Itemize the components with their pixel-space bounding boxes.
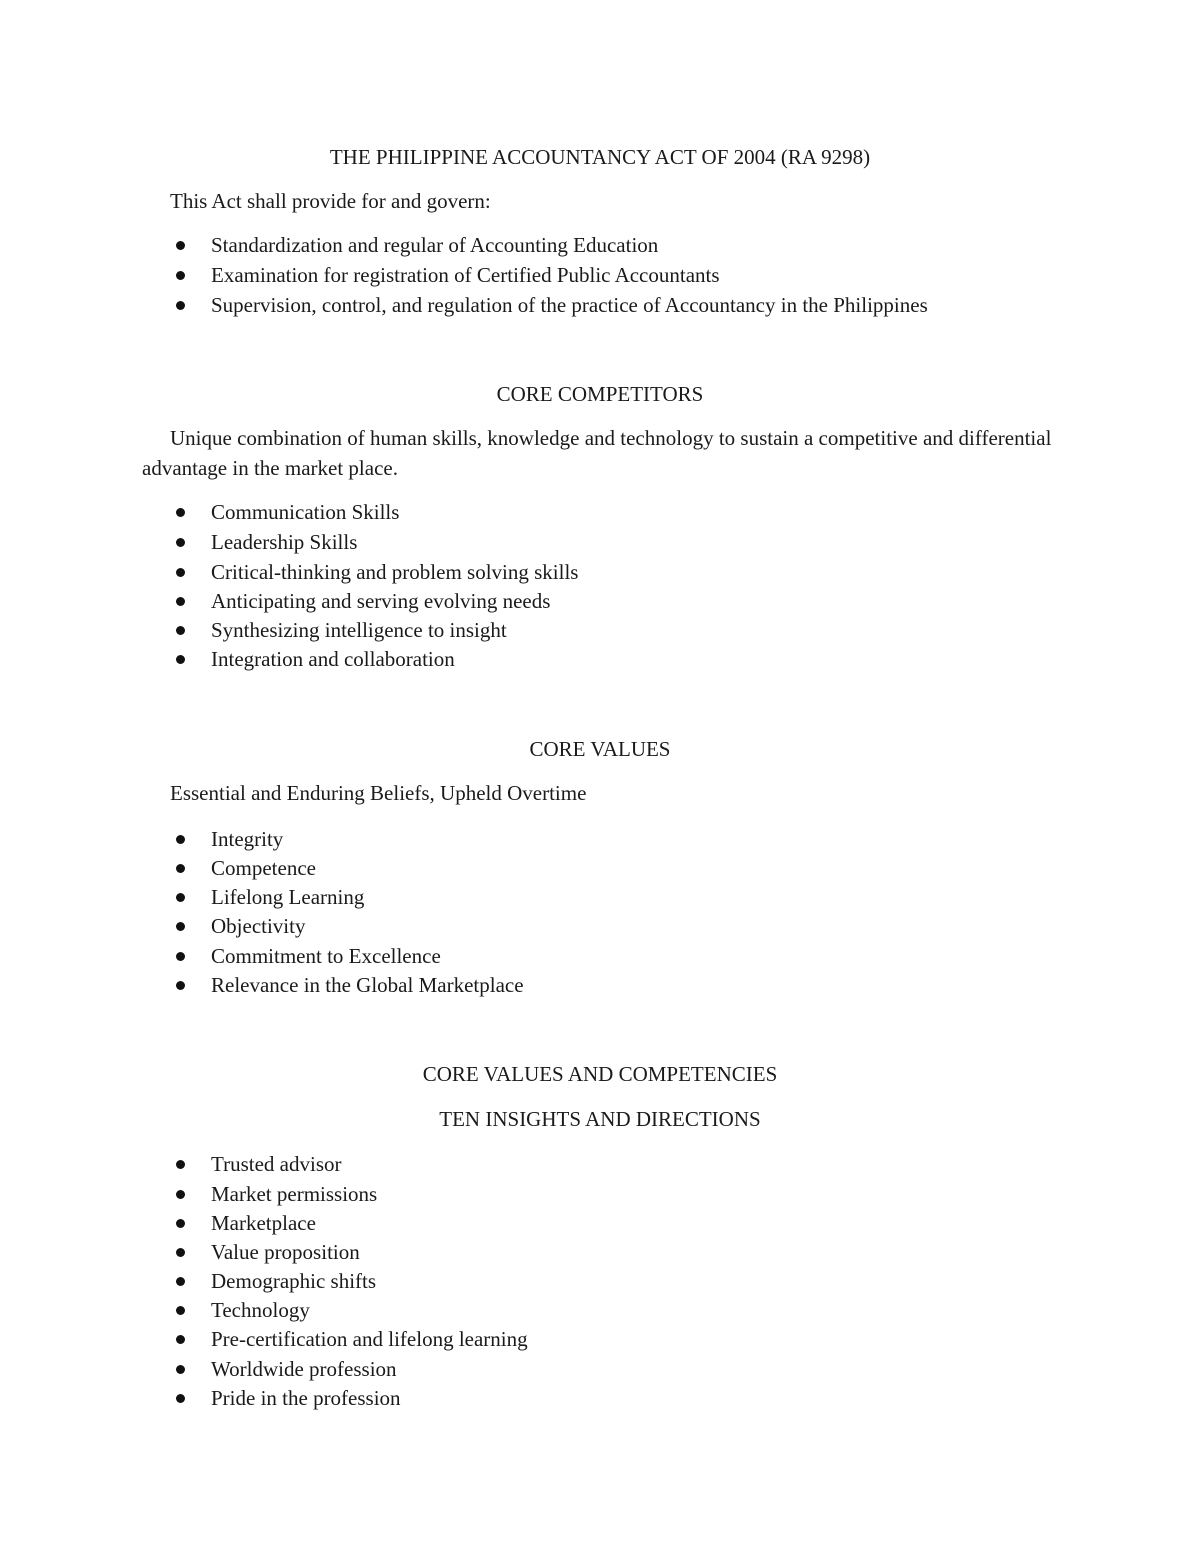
bullet-icon — [176, 1277, 185, 1286]
list-item-text: Competence — [211, 856, 316, 880]
section-subtitle-ten-insights: TEN INSIGHTS AND DIRECTIONS — [439, 1107, 761, 1131]
list-item-text: Communication Skills — [211, 500, 400, 524]
list-item — [0, 617, 1100, 643]
list-item-text: Critical-thinking and problem solving skills — [211, 560, 579, 584]
bullet-icon — [176, 864, 185, 873]
bullet-icon — [176, 508, 185, 517]
list-item-text: Anticipating and serving evolving needs — [211, 589, 551, 613]
list-item — [0, 913, 1100, 939]
bullet-icon — [176, 626, 185, 635]
list-item-text: Market permissions — [211, 1182, 378, 1206]
list-item — [0, 972, 1100, 998]
list-item — [0, 1210, 1100, 1236]
list-item — [0, 232, 1100, 258]
list-item — [0, 1297, 1100, 1323]
list-item-text: Integrity — [211, 827, 284, 851]
list-item — [0, 529, 1100, 555]
bullet-icon — [176, 1335, 185, 1344]
bullet-icon — [176, 597, 185, 606]
list-item — [0, 1385, 1100, 1411]
list-item — [0, 1356, 1100, 1382]
section-intro-accountancy-act: This Act shall provide for and govern: — [170, 189, 491, 213]
section-intro-core-competitors: Unique combination of human skills, knowledge and technology to sustain a competitive and differential advantage in the market place. — [142, 426, 1052, 480]
list-item-text: Pre-certification and lifelong learning — [211, 1327, 528, 1351]
list-item — [0, 943, 1100, 969]
list-item — [0, 826, 1100, 852]
list-item — [0, 499, 1100, 525]
list-item-text: Standardization and regular of Accounting Education — [211, 233, 659, 257]
bullet-icon — [176, 1306, 185, 1315]
bullet-icon — [176, 1394, 185, 1403]
section-title-accountancy-act: THE PHILIPPINE ACCOUNTANCY ACT OF 2004 (RA 9298) — [329, 145, 871, 169]
bullet-icon — [176, 655, 185, 664]
bullet-icon — [176, 922, 185, 931]
list-item-text: Synthesizing intelligence to insight — [211, 618, 507, 642]
list-item-text: Pride in the profession — [211, 1386, 401, 1410]
list-item-text: Trusted advisor — [211, 1152, 342, 1176]
list-item-text: Leadership Skills — [211, 530, 358, 554]
bullet-icon — [176, 1365, 185, 1374]
section-title-core-competitors: CORE COMPETITORS — [496, 382, 704, 406]
bullet-icon — [176, 538, 185, 547]
list-item — [0, 292, 1100, 318]
list-item-text: Demographic shifts — [211, 1269, 377, 1293]
bullet-icon — [176, 981, 185, 990]
list-item — [0, 1268, 1100, 1294]
bullet-icon — [176, 1248, 185, 1257]
bullet-icon — [176, 952, 185, 961]
list-item — [0, 646, 1100, 672]
list-item — [0, 884, 1100, 910]
list-item-text: Objectivity — [211, 914, 306, 938]
list-item — [0, 588, 1100, 614]
bullet-icon — [176, 1160, 185, 1169]
bullet-icon — [176, 271, 185, 280]
list-item-text: Integration and collaboration — [211, 647, 455, 671]
bullet-icon — [176, 1219, 185, 1228]
list-item-text: Commitment to Excellence — [211, 944, 441, 968]
bullet-icon — [176, 893, 185, 902]
list-item — [0, 1239, 1100, 1265]
list-item — [0, 559, 1100, 585]
list-item — [0, 1151, 1100, 1177]
bullet-icon — [176, 835, 185, 844]
list-item-text: Examination for registration of Certified Public Accountants — [211, 263, 720, 287]
section-title-core-values-competencies: CORE VALUES AND COMPETENCIES — [422, 1062, 778, 1086]
list-item-text: Technology — [211, 1298, 310, 1322]
list-item — [0, 855, 1100, 881]
bullet-icon — [176, 568, 185, 577]
list-item — [0, 1181, 1100, 1207]
list-item-text: Lifelong Learning — [211, 885, 365, 909]
bullet-icon — [176, 241, 185, 250]
list-item-text: Marketplace — [211, 1211, 316, 1235]
section-intro-core-values: Essential and Enduring Beliefs, Upheld Overtime — [170, 781, 587, 805]
list-item — [0, 1326, 1100, 1352]
section-title-core-values: CORE VALUES — [529, 737, 671, 761]
list-item-text: Value proposition — [211, 1240, 360, 1264]
list-item-text: Relevance in the Global Marketplace — [211, 973, 524, 997]
list-item-text: Supervision, control, and regulation of the practice of Accountancy in the Philippines — [211, 293, 928, 317]
bullet-icon — [176, 1190, 185, 1199]
list-item — [0, 262, 1100, 288]
list-item-text: Worldwide profession — [211, 1357, 397, 1381]
bullet-icon — [176, 301, 185, 310]
